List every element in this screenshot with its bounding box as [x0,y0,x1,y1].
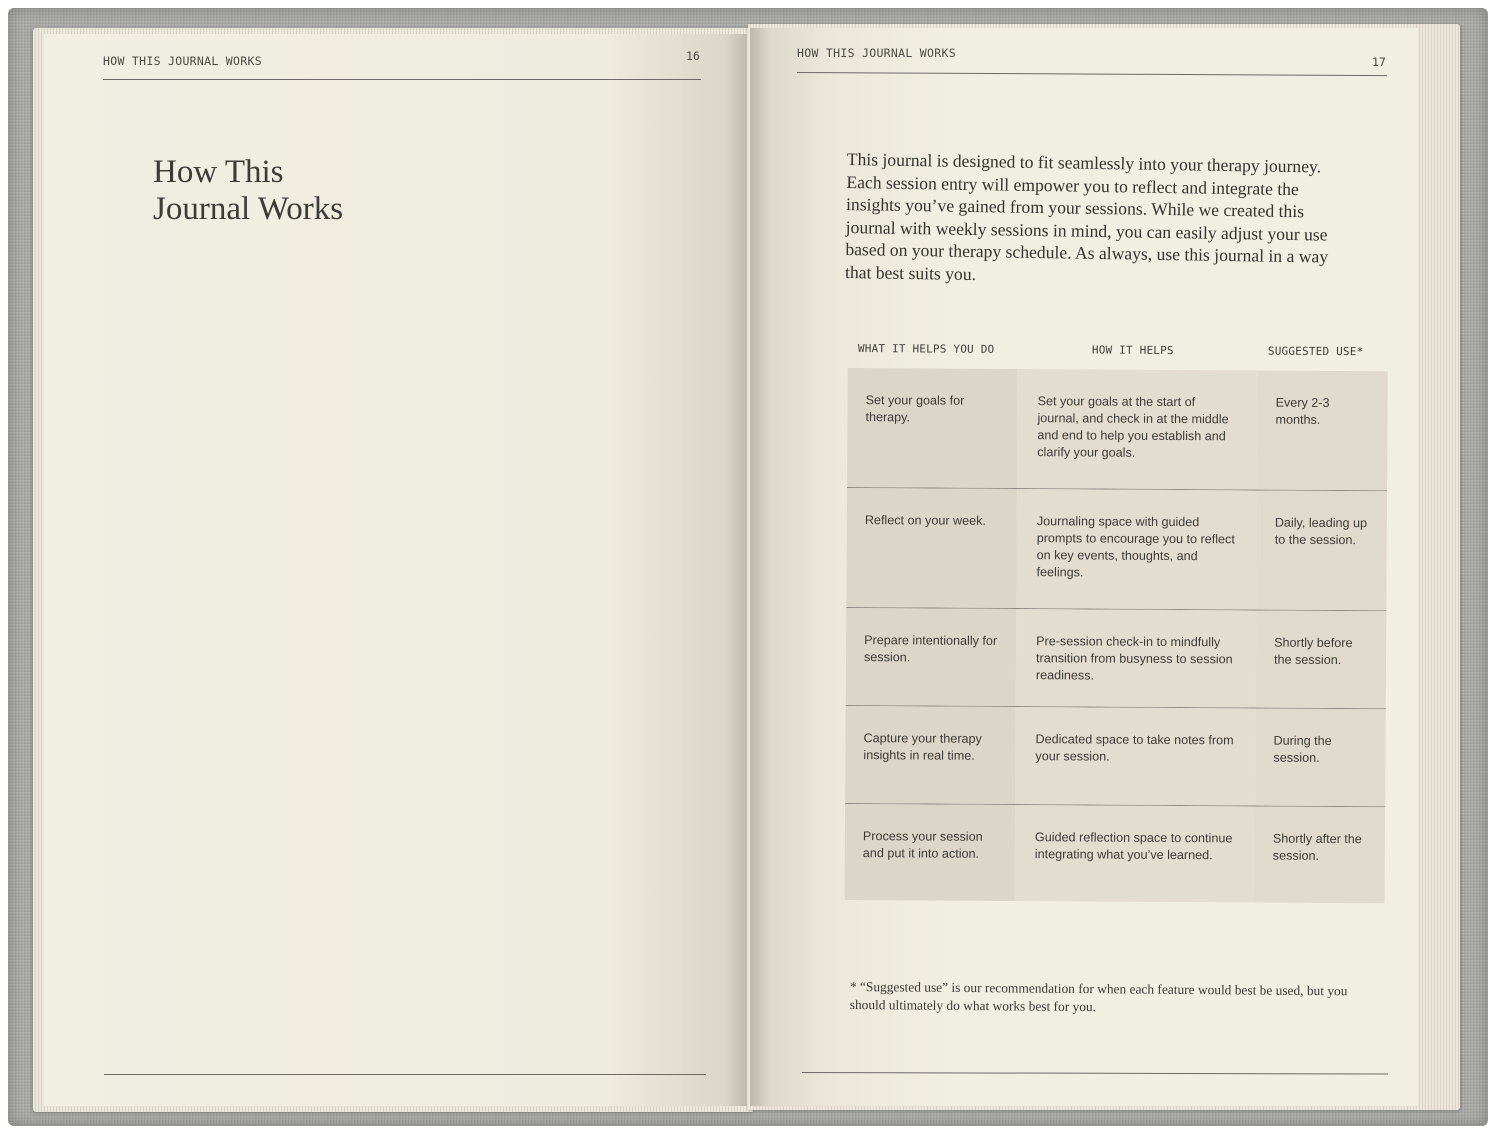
suggested-use-cell: Shortly before the session. [1256,610,1387,708]
header-suggested-use: SUGGESTED USE* [1267,344,1364,359]
how-cell: Journaling space with guided prompts to encourage you to reflect on key events, thoughts, and feelings. [1016,489,1257,609]
title-line-1: How This [153,154,284,190]
suggested-use-cell: Daily, leading up to the session. [1256,491,1387,611]
table-row [845,706,1386,807]
table-row [847,368,1388,491]
page-number: 16 [686,49,700,63]
what-cell: Reflect on your week. [846,488,1017,608]
right-page [750,28,1418,1106]
running-head: HOW THIS JOURNAL WORKS [797,46,956,60]
footer-rule [802,1072,1388,1075]
header-how-it-helps: HOW IT HELPS [1091,343,1174,357]
how-cell: Dedicated space to take notes from your session. [1015,707,1256,805]
how-cell: Pre-session check-in to mindfully transition from busyness to session readiness. [1016,609,1257,707]
table-header [848,334,1388,371]
table-row [846,488,1387,611]
what-cell: Set your goals for therapy. [847,368,1018,488]
suggested-use-cell: During the session. [1255,708,1386,806]
what-cell: Capture your therapy insights in real time. [845,706,1016,804]
what-cell: Process your session and put it into action. [845,804,1016,901]
header-what-it-helps-you-do: WHAT IT HELPS YOU DO [857,342,995,356]
what-cell: Prepare intentionally for session. [846,608,1017,706]
intro-paragraph: This journal is designed to fit seamlessly into your therapy journey. Each session entry will empower you to reflect and integrate the insights you’ve gained from your sessions. While we created this journal with weekly sessions in mind, you can easily adjust your use based on your therapy schedule. As always, use this journal in a way that best suits you. [844,148,1329,285]
header-rule [797,72,1387,76]
how-cell: Set your goals at the start of journal, and check in at the middle and end to help you establish and clarify your goals. [1017,369,1258,489]
features-table [845,334,1388,903]
footnote: * “Suggested use” is our recommendation for when each feature would best be used, but you should ultimately do what works best for you. [849,978,1348,1015]
running-head: HOW THIS JOURNAL WORKS [103,54,262,68]
suggested-use-cell: Shortly after the session. [1255,806,1386,903]
page-title [153,154,343,228]
table-row [845,804,1386,903]
left-page [44,34,747,1106]
footer-rule [104,1074,706,1075]
page-number: 17 [1372,55,1386,69]
how-cell: Guided reflection space to continue integrating what you’ve learned. [1015,805,1256,902]
title-line-2: Journal Works [153,191,344,227]
suggested-use-cell: Every 2-3 months. [1257,371,1388,491]
table-row [846,608,1387,709]
header-rule [103,79,701,80]
